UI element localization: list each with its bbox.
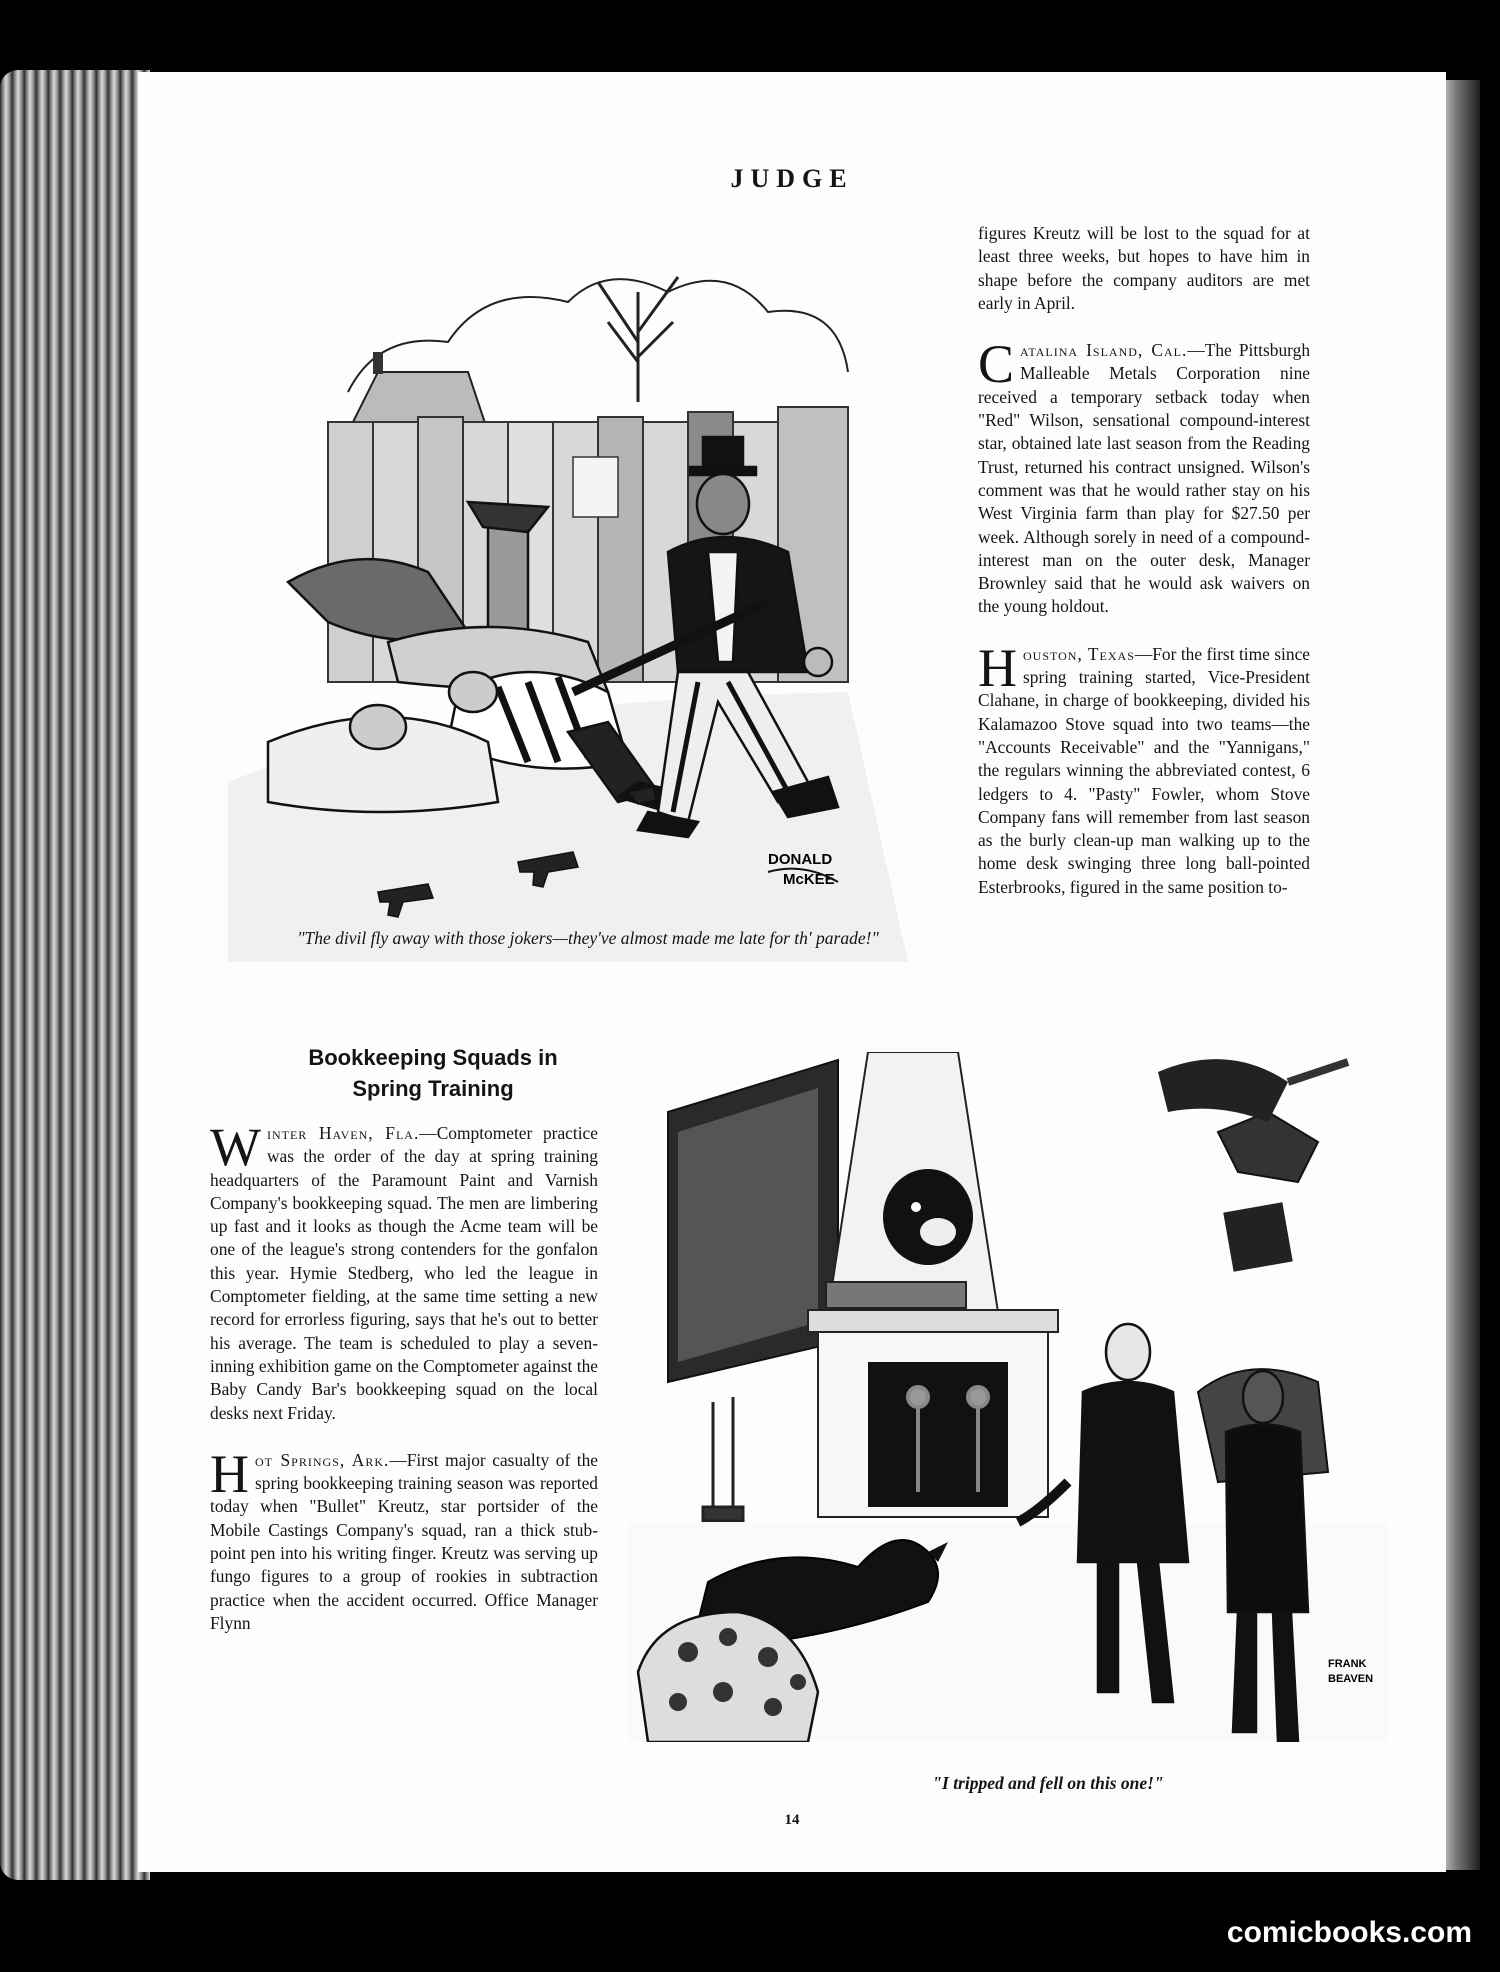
masthead: JUDGE <box>730 164 854 193</box>
page-number: 14 <box>784 1812 800 1828</box>
paragraph-text: figures Kreutz will be lost to the squad for at least three weeks, but hopes to have him in shape before the company auditors are met early in April. <box>978 223 1310 313</box>
dropcap: H <box>210 1443 249 1504</box>
article-headline: Bookkeeping Squads in Spring Training <box>308 1045 558 1101</box>
dateline: ouston, Texas <box>1023 643 1135 664</box>
book-page-edges <box>0 70 150 1880</box>
bottom-cartoon-illustration <box>628 1052 1388 1742</box>
dropcap: H <box>978 637 1017 698</box>
bottom-cartoon-caption: "I tripped and fell on this one!" <box>932 1773 1164 1793</box>
top-cartoon-caption: "The divil fly away with those jokers—they've almost made me late for th' parade!" <box>297 928 879 948</box>
dropcap: C <box>978 334 1015 395</box>
bottom-cartoon-signature-line1: FRANK <box>1328 1658 1367 1670</box>
top-cartoon-signature-line2: McKEE <box>783 871 835 888</box>
paragraph-text: —For the first time since spring training started, Vice-President Clahane, in charge of bookkeeping, divided his Kalamazoo Stove squad into two teams—the "Accounts Receivable" and the "Yannigans," the regulars winning the abbreviated contest, 6 ledgers to 4. "Pasty" Fowler, whom Stove Company fans will remember from last season as the burly clean-up man walking up to the home desk swinging three long ball-pointed Esterbrooks, figured in the same position to- <box>978 643 1311 897</box>
book-right-edge <box>1440 80 1480 1870</box>
paragraph-text: —The Pittsburgh Malleable Metals Corporation nine received a temporary setback today when "Red" Wilson, sensational compound-interest star, obtained late last season from the Reading Trust, returned his contract unsigned. Wilson's comment was that he would rather stay on his West Virginia farm than play for $27.50 per week. Although sorely in need of a compound-interest man on the outer desk, Manager Brownley said that he would ask waivers on the young holdout. <box>978 340 1311 617</box>
dateline: inter Haven, Fla. <box>266 1123 420 1143</box>
dateline: ot Springs, Ark. <box>255 1449 390 1470</box>
paragraph-houston <box>978 637 1311 899</box>
top-cartoon-signature-line1: DONALD <box>768 851 833 868</box>
paragraph-text: —First major casualty of the spring bookkeeping training season was reported today when "Bullet" Kreutz, star portsider of the Mobile Castings Company's squad, ran a thick stub-point pen into his writing finger. Kreutz was serving up fungo figures to a group of rookies in subtraction practice when the accident occurred. Office Manager Flynn <box>210 1449 598 1633</box>
magazine-page <box>138 72 1446 1872</box>
paragraph-kreutz-continued <box>978 222 1310 315</box>
paragraph-catalina-island <box>978 334 1311 619</box>
dateline: atalina Island, Cal. <box>1020 340 1188 361</box>
top-cartoon-illustration <box>228 222 908 962</box>
paragraph-hot-springs <box>210 1443 598 1635</box>
paragraph-winter-haven <box>210 1117 598 1425</box>
watermark: comicbooks.com <box>1226 1916 1472 1949</box>
bottom-cartoon-signature-line2: BEAVEN <box>1328 1673 1374 1685</box>
top-right-column <box>978 222 1310 923</box>
dropcap: W <box>210 1117 261 1177</box>
paragraph-text: —Comptometer practice was the order of the day at spring training headquarters of the Paramount Paint and Varnish Company's bookkeeping squad. The men are limbering up fast and it looks as though the Acme team will be one of the league's strong contenders for the gonfalon this year. Hymie Stedberg, who led the league in Comptometer fielding, at the same time setting a new record for errorless figuring, says that he's out to better his average. The team is scheduled to play a seven-inning exhibition game on the Comptometer against the Baby Candy Bar's bookkeeping squad on the local desks next Friday. <box>210 1123 598 1423</box>
bottom-left-column <box>210 1117 598 1659</box>
